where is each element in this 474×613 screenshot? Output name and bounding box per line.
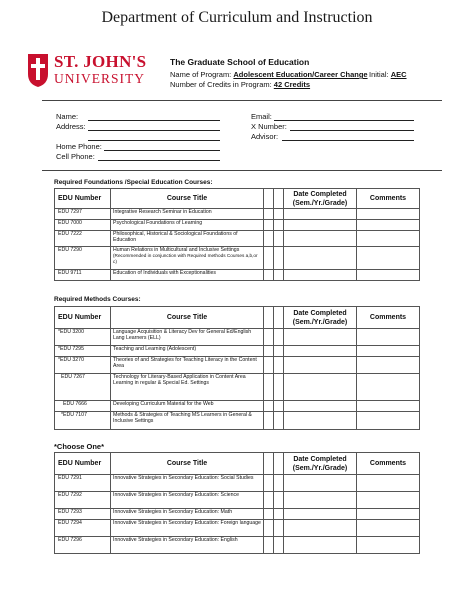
course-title: Developing Curriculum Material for the Web — [111, 401, 264, 412]
col-edu-number: EDU Number — [55, 307, 111, 329]
date-completed-cell[interactable] — [284, 492, 357, 509]
course-title: Innovative Strategies in Secondary Education: Social Studies — [111, 475, 264, 492]
col-edu-number: EDU Number — [55, 453, 111, 475]
table-row — [55, 509, 420, 520]
date-completed-cell[interactable] — [284, 509, 357, 520]
col-course-title: Course Title — [111, 307, 264, 329]
course-code: EDU 7296 — [55, 537, 111, 554]
table-row — [55, 475, 420, 492]
credits-label: Number of Credits in Program: — [170, 80, 272, 89]
table-row — [55, 270, 420, 281]
divider — [42, 170, 442, 171]
comments-cell[interactable] — [357, 247, 420, 270]
col-course-title: Course Title — [111, 453, 264, 475]
course-title: Innovative Strategies in Secondary Education: Foreign language — [111, 520, 264, 537]
col-date-completed: Date Completed (Sem./Yr./Grade) — [284, 307, 357, 329]
logo-subwordmark: UNIVERSITY — [54, 71, 145, 86]
date-completed-cell[interactable] — [284, 374, 357, 401]
date-completed-cell[interactable] — [284, 329, 357, 346]
course-code: EDU 9711 — [55, 270, 111, 281]
name-label: Name: — [56, 112, 79, 121]
table-row — [55, 329, 420, 346]
date-completed-cell[interactable] — [284, 220, 357, 231]
credits-value: 42 Credits — [273, 80, 311, 89]
initial-line — [369, 70, 407, 79]
course-table-choose-one — [54, 452, 420, 554]
cell-phone-label: Cell Phone: — [56, 152, 95, 161]
table-header-row — [55, 189, 420, 209]
table-row — [55, 209, 420, 220]
logo-wordmark: ST. JOHN'S — [54, 52, 147, 71]
address-field[interactable] — [88, 130, 220, 131]
col-date-completed: Date Completed (Sem./Yr./Grade) — [284, 189, 357, 209]
date-completed-cell[interactable] — [284, 537, 357, 554]
course-code: EDU 7000 — [55, 220, 111, 231]
address-label: Address: — [56, 122, 86, 131]
course-code: EDU 7294 — [55, 520, 111, 537]
comments-cell[interactable] — [357, 231, 420, 247]
course-title-cell — [111, 247, 264, 270]
date-completed-cell[interactable] — [284, 401, 357, 412]
course-note: (Recommended in conjunction with Required methods Courses a,b,or c) — [113, 253, 258, 265]
comments-cell[interactable] — [357, 520, 420, 537]
course-code: *EDU 3270 — [55, 357, 111, 374]
table-row — [55, 346, 420, 357]
name-field[interactable] — [88, 120, 220, 121]
table-row — [55, 492, 420, 509]
table-row — [55, 412, 420, 430]
course-code: *EDU 7107 — [55, 412, 111, 430]
comments-cell[interactable] — [357, 346, 420, 357]
course-title: Technology for Literary-Based Application in Content Area Learning in regular & Special Ed. Settings — [111, 374, 264, 401]
table-row — [55, 357, 420, 374]
course-table-methods — [54, 306, 420, 430]
table-row — [55, 537, 420, 554]
col-edu-number: EDU Number — [55, 189, 111, 209]
col-comments: Comments — [357, 453, 420, 475]
comments-cell[interactable] — [357, 270, 420, 281]
course-code: EDU 7292 — [55, 492, 111, 509]
course-code: EDU 7297 — [55, 209, 111, 220]
section-label: Required Foundations /Special Education Courses: — [54, 179, 213, 186]
col-date-completed: Date Completed (Sem./Yr./Grade) — [284, 453, 357, 475]
section-label: *Choose One* — [54, 442, 105, 451]
university-logo — [26, 52, 154, 92]
program-line — [170, 70, 368, 79]
col-comments: Comments — [357, 189, 420, 209]
course-code: EDU 7222 — [55, 231, 111, 247]
section-label: Required Methods Courses: — [54, 296, 141, 303]
course-code: EDU 7293 — [55, 509, 111, 520]
course-title: Innovative Strategies in Secondary Education: English — [111, 537, 264, 554]
program-value: Adolescent Education/Career Change — [233, 70, 368, 79]
crest-icon — [26, 52, 50, 88]
advisor-label: Advisor: — [251, 132, 279, 141]
x-number-label: X Number: — [251, 122, 287, 131]
initial-label: Initial: — [369, 70, 389, 79]
comments-cell[interactable] — [357, 401, 420, 412]
course-title: Theories of and Strategies for Teaching Literacy in the Content Area — [111, 357, 264, 374]
table-row — [55, 520, 420, 537]
comments-cell[interactable] — [357, 509, 420, 520]
home-phone-label: Home Phone: — [56, 142, 102, 151]
date-completed-cell[interactable] — [284, 357, 357, 374]
course-title: Education of Individuals with Exceptionalities — [111, 270, 264, 281]
email-label: Email: — [251, 112, 272, 121]
col-comments: Comments — [357, 307, 420, 329]
course-code: EDU 7666 — [55, 401, 111, 412]
course-title: Human Relations in Multicultural and Inclusive Settings — [113, 247, 240, 253]
date-completed-cell[interactable] — [284, 231, 357, 247]
initial-value: AEC — [390, 70, 407, 79]
date-completed-cell[interactable] — [284, 520, 357, 537]
course-title: Innovative Strategies in Secondary Education: Math — [111, 509, 264, 520]
x-number-field[interactable] — [290, 130, 414, 131]
course-title: Innovative Strategies in Secondary Education: Science — [111, 492, 264, 509]
cell-phone-field[interactable] — [98, 160, 220, 161]
date-completed-cell[interactable] — [284, 346, 357, 357]
comments-cell[interactable] — [357, 492, 420, 509]
divider — [42, 100, 442, 101]
table-header-row — [55, 453, 420, 475]
program-label: Name of Program: — [170, 70, 232, 79]
course-code: *EDU 7295 — [55, 346, 111, 357]
col-course-title: Course Title — [111, 189, 264, 209]
table-row — [55, 374, 420, 401]
table-row — [55, 401, 420, 412]
course-title: Psychological Foundations of Learning — [111, 220, 264, 231]
date-completed-cell[interactable] — [284, 270, 357, 281]
comments-cell[interactable] — [357, 209, 420, 220]
table-header-row — [55, 307, 420, 329]
address-field-2[interactable] — [88, 140, 220, 141]
credits-line — [170, 80, 310, 89]
course-code: *EDU 3200 — [55, 329, 111, 346]
email-field[interactable] — [274, 120, 414, 121]
comments-cell[interactable] — [357, 374, 420, 401]
date-completed-cell[interactable] — [284, 209, 357, 220]
course-table-foundations — [54, 188, 420, 281]
table-row — [55, 220, 420, 231]
course-title: Language Acquisition & Literacy Dev for General Ed/English Lang Learners (ELL) — [111, 329, 264, 346]
table-row — [55, 247, 420, 270]
course-title: Teaching and Learning (Adolescent) — [111, 346, 264, 357]
table-row — [55, 231, 420, 247]
date-completed-cell[interactable] — [284, 247, 357, 270]
course-title: Philosophical, Historical & Sociological Foundations of Education — [111, 231, 264, 247]
comments-cell[interactable] — [357, 220, 420, 231]
home-phone-field[interactable] — [104, 150, 220, 151]
date-completed-cell[interactable] — [284, 475, 357, 492]
course-title: Methods & Strategies of Teaching MS Learners in General & Inclusive Settings — [111, 412, 264, 430]
comments-cell[interactable] — [357, 329, 420, 346]
course-title: Integrative Research Seminar in Education — [111, 209, 264, 220]
course-code: EDU 7291 — [55, 475, 111, 492]
course-code: EDU 7290 — [55, 247, 111, 270]
comments-cell[interactable] — [357, 357, 420, 374]
school-name: The Graduate School of Education — [170, 57, 310, 67]
advisor-field[interactable] — [282, 140, 414, 141]
comments-cell[interactable] — [357, 412, 420, 430]
course-code: EDU 7267 — [55, 374, 111, 401]
comments-cell[interactable] — [357, 537, 420, 554]
page-title: Department of Curriculum and Instruction — [101, 9, 373, 26]
comments-cell[interactable] — [357, 475, 420, 492]
date-completed-cell[interactable] — [284, 412, 357, 430]
